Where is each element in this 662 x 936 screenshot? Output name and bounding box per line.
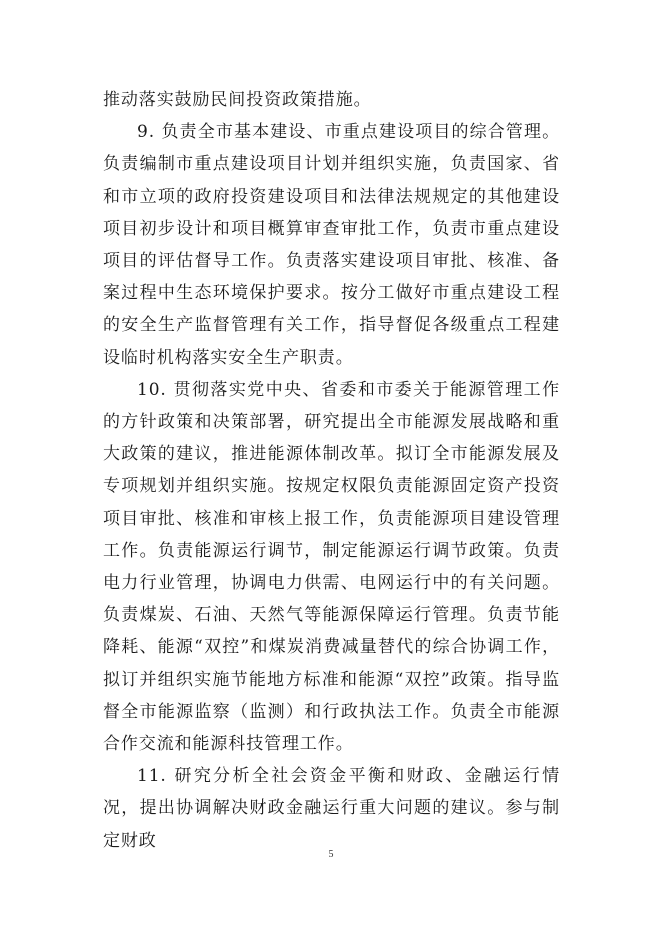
paragraph-item-9: 9. 负责全市基本建设、市重点建设项目的综合管理。负责编制市重点建设项目计划并组织实施，负责国家、省和市立项的政府投资建设项目和法律法规规定的其他建设项目初步设计和项目概算审查审批工作，负责市重点建设项目的评估督导工作。负责落实建设项目审批、核准、备案过程中生态环境保护要求。按分工做好市重点建设工程的安全生产监督管理有关工作，指导督促各级重点工程建设临时机构落实安全生产职责。 — [103, 122, 560, 368]
document-body — [103, 84, 560, 857]
page-number: 5 — [328, 849, 334, 860]
paragraph-item-11: 11. 研究分析全社会资金平衡和财政、金融运行情况，提出协调解决财政金融运行重大问题的建议。参与制定财政 — [103, 766, 560, 851]
paragraph-item-10: 10. 贯彻落实党中央、省委和市委关于能源管理工作的方针政策和决策部署，研究提出全市能源发展战略和重大政策的建议，推进能源体制改革。拟订全市能源发展及专项规划并组织实施。按规定权限负责能源固定资产投资项目审批、核准和审核上报工作，负责能源项目建设管理工作。负责能源运行调节，制定能源运行调节政策。负责电力行业管理，协调电力供需、电网运行中的有关问题。负责煤炭、石油、天然气等能源保障运行管理。负责节能降耗、能源“双控”和煤炭消费减量替代的综合协调工作，拟订并组织实施节能地方标准和能源“双控”政策。指导监督全市能源监察（监测）和行政执法工作。负责全市能源合作交流和能源科技管理工作。 — [103, 379, 560, 755]
paragraph-continued: 推动落实鼓励民间投资政策措施。 — [103, 90, 372, 110]
